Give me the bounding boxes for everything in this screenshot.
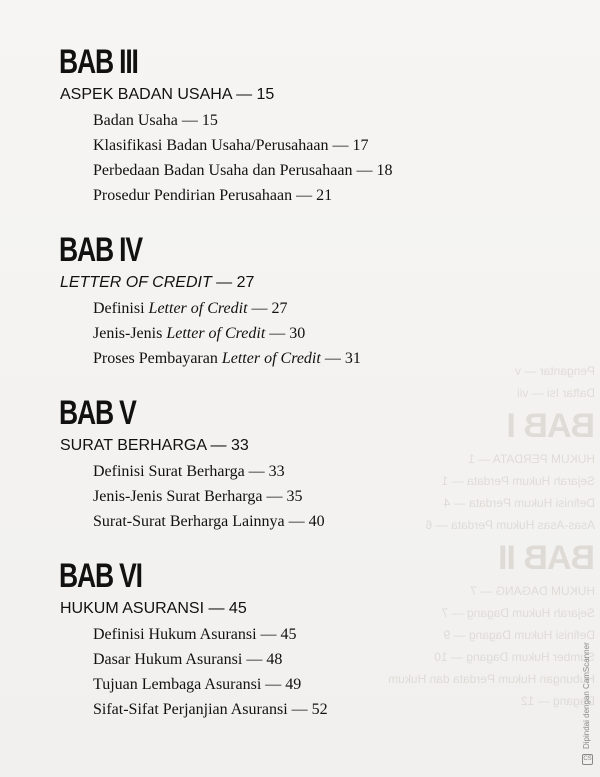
- chapter-label: BAB V: [59, 394, 136, 432]
- section-list: [60, 296, 560, 371]
- separator: —: [247, 300, 272, 317]
- entry-text: Dasar Hukum Asuransi: [93, 651, 243, 668]
- page-number: 48: [266, 651, 283, 668]
- page-number: 45: [280, 626, 297, 643]
- separator: —: [287, 701, 312, 718]
- toc-entry: [93, 484, 560, 509]
- table-of-contents: [60, 44, 560, 746]
- entry-text: Definisi: [93, 300, 149, 317]
- entry-text: Jenis-Jenis Surat Berharga: [93, 488, 263, 505]
- chapter-title-text: HUKUM ASURANSI: [60, 600, 205, 617]
- entry-text: Jenis-Jenis: [93, 325, 167, 342]
- section-list: [60, 622, 560, 722]
- toc-entry: [93, 108, 560, 133]
- separator: —: [256, 626, 281, 643]
- chapter-section: [60, 232, 560, 371]
- entry-italic-text: Letter of Credit: [221, 350, 321, 367]
- page-number: 18: [376, 162, 393, 179]
- toc-entry: [93, 672, 560, 697]
- toc-entry: [93, 183, 560, 208]
- separator: —: [352, 162, 377, 179]
- toc-entry: [93, 296, 560, 321]
- page-number: 17: [352, 137, 369, 154]
- bleed-through-text: Pengantar — v Daftar Isi — vii BAB I HUKUM PERDATA — 1 Sejarah Hukum Perdata — 1 Definisi Hukum Perdata — 4 Asas-Asas Hukum Perdata — 6 BAB II HUKUM DAGANG — 7 Sejarah Hukum Dagang — 7 Definisi Hukum Dagang — 9 Sumber Hukum Dagang — 10 Hubungan Hukum Perdata dan Hukum Dagang — 12: [388, 364, 595, 708]
- chapter-title-text: ASPEK BADAN USAHA: [60, 86, 232, 103]
- toc-entry: [93, 697, 560, 722]
- separator: —: [204, 600, 229, 617]
- entry-italic-text: Letter of Credit: [148, 300, 248, 317]
- watermark-text: Dipindai dengan CamScanner: [582, 642, 591, 749]
- page-number: 35: [286, 488, 303, 505]
- toc-entry: [93, 622, 560, 647]
- section-list: [60, 459, 560, 534]
- page-number: 33: [231, 437, 249, 454]
- separator: —: [262, 488, 287, 505]
- chapter-label: BAB III: [59, 43, 138, 81]
- separator: —: [320, 350, 345, 367]
- chapter-section: [60, 558, 560, 722]
- entry-text: Sifat-Sifat Perjanjian Asuransi: [93, 701, 288, 718]
- entry-text: Definisi Surat Berharga: [93, 463, 245, 480]
- page-number: 52: [311, 701, 328, 718]
- separator: —: [231, 86, 257, 103]
- page-number: 45: [228, 600, 247, 617]
- entry-text: Proses Pembayaran: [93, 350, 222, 367]
- separator: —: [265, 325, 290, 342]
- page-number: 15: [201, 112, 218, 129]
- toc-entry: [93, 133, 560, 158]
- separator: —: [206, 437, 231, 454]
- toc-entry: [93, 509, 560, 534]
- chapter-title: [60, 598, 560, 620]
- section-list: [60, 108, 560, 208]
- chapter-section: [60, 44, 560, 208]
- toc-entry: [93, 459, 560, 484]
- chapter-title-text: LETTER OF CREDIT: [60, 274, 212, 291]
- entry-text: Prosedur Pendirian Perusahaan: [93, 187, 293, 204]
- separator: —: [261, 676, 286, 693]
- chapter-title: [60, 84, 560, 106]
- page-number: 21: [316, 187, 333, 204]
- separator: —: [328, 137, 353, 154]
- chapter-title-text: SURAT BERHARGA: [60, 437, 207, 454]
- toc-entry: [93, 647, 560, 672]
- chapter-title: [60, 435, 560, 457]
- page-number: 27: [236, 274, 255, 291]
- separator: —: [244, 463, 269, 480]
- page-number: 27: [271, 300, 288, 317]
- entry-text: Perbedaan Badan Usaha dan Perusahaan: [93, 162, 353, 179]
- chapter-label: BAB IV: [59, 231, 142, 269]
- page-number: 15: [256, 86, 275, 103]
- chapter-section: [60, 395, 560, 534]
- separator: —: [242, 651, 267, 668]
- entry-text: Definisi Hukum Asuransi: [93, 626, 257, 643]
- separator: —: [292, 187, 317, 204]
- toc-entry: [93, 346, 560, 371]
- entry-text: Klasifikasi Badan Usaha/Perusahaan: [93, 137, 329, 154]
- toc-entry: [93, 321, 560, 346]
- entry-text: Tujuan Lembaga Asuransi: [93, 676, 262, 693]
- page-number: 33: [268, 463, 285, 480]
- page-number: 31: [344, 350, 361, 367]
- separator: —: [177, 112, 202, 129]
- page-number: 40: [308, 513, 325, 530]
- separator: —: [284, 513, 309, 530]
- toc-entry: [93, 158, 560, 183]
- chapter-label: BAB VI: [59, 557, 142, 595]
- chapter-title: [60, 272, 560, 294]
- camscanner-logo-icon: CS: [582, 754, 593, 765]
- page-number: 49: [285, 676, 302, 693]
- page-number: 30: [289, 325, 306, 342]
- entry-italic-text: Letter of Credit: [166, 325, 266, 342]
- entry-text: Surat-Surat Berharga Lainnya: [93, 513, 285, 530]
- scanner-watermark: [582, 589, 594, 749]
- entry-text: Badan Usaha: [93, 112, 178, 129]
- separator: —: [211, 274, 237, 291]
